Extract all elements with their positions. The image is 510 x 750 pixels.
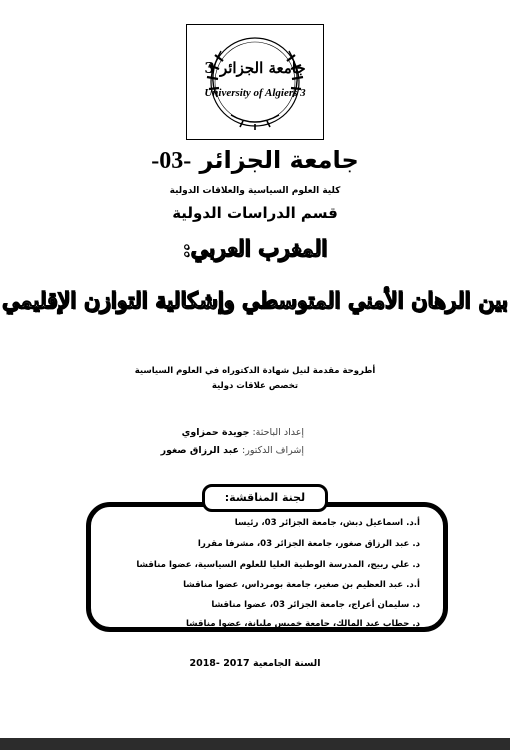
committee-member: د. علي ربيج، المدرسة الوطنية العليا للعلوم السياسية، عضوا مناقشا (136, 560, 420, 570)
university-logo (186, 24, 324, 140)
committee-member: أ.د. اسماعيل دبش، جامعة الجزائر 03، رئيسا (234, 518, 420, 528)
prepared-by-label: إعداد الباحثة: (252, 427, 304, 438)
committee-member: د. عبد الرزاق صغور، جامعة الجزائر 03، مشرفا مقررا (197, 539, 420, 549)
thesis-title-line2: بين الرهان الأمني المتوسطي وإشكالية التوازن الإقليمي (2, 288, 508, 314)
logo-arabic-text: جامعة الجزائر 3 (204, 59, 306, 77)
thesis-title-line1: المغرب العربي: (182, 236, 328, 262)
department-name: قسم الدراسات الدولية (172, 204, 338, 222)
prepared-by-row (182, 427, 304, 438)
researcher-name: جويدة حمزاوي (181, 427, 250, 438)
laurel-wreath-icon (187, 25, 323, 138)
faculty-name: كلية العلوم السياسية والعلاقات الدولية (169, 186, 341, 196)
committee-member: د. حطاب عبد المالك، جامعة خميس مليانة، عضوا مناقشا (185, 619, 420, 629)
viewer-bottom-bar (0, 738, 510, 750)
supervisor-name: عبد الرزاق صغور (160, 445, 239, 456)
committee-title: لجنة المناقشة: (202, 484, 328, 512)
specialization: تخصص علاقات دولية (211, 381, 299, 391)
supervised-by-label: إشراف الدكتور: (242, 445, 304, 456)
committee-member: د. سليمان أعراج، جامعة الجزائر 03، عضوا مناقشا (211, 600, 420, 610)
logo-english-text: University of Algiers 3 (204, 87, 306, 99)
academic-year: السنة الجامعية 2017 -2018 (189, 658, 321, 669)
thesis-note: أطروحة مقدمة لنيل شهادة الدكتوراه في العلوم السياسية (134, 366, 376, 376)
university-name-text: جامعة الجزائر (199, 146, 359, 174)
committee-member: أ.د. عبد العظيم بن صغير، جامعة بومرداس، عضوا مناقشا (183, 580, 420, 590)
university-number: -03- (151, 148, 192, 174)
university-name (0, 146, 510, 175)
supervised-by-row (161, 445, 304, 456)
